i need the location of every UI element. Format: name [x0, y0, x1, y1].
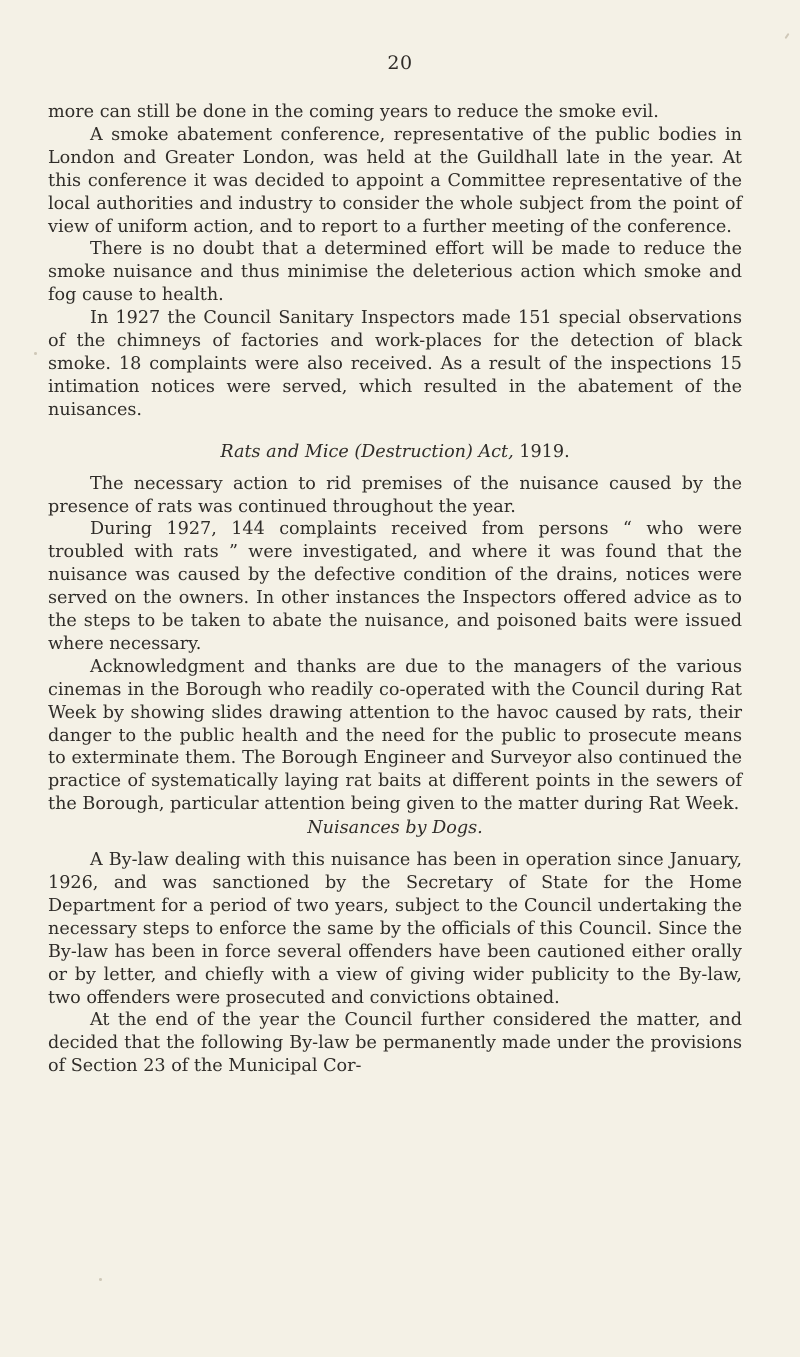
body-text	[48, 101, 742, 1078]
rats-complaints-paragraph: During 1927, 144 complaints received from persons “ who were troubled with rats ” were investigated, and where it was found that the nuisance was caused by the defective condition of the drains, notices were served on the owners. In other instances the Inspectors offered advice as to the steps to be taken to abate the nuisance, and poisoned baits were issued where necessary.	[48, 519, 742, 654]
smoke-nuisance-paragraph: There is no doubt that a determined effort will be made to reduce the smoke nuisance and thus minimise the deleterious action which smoke and fog cause to health.	[48, 239, 742, 306]
paper-speck	[784, 33, 789, 39]
paper-speck	[99, 1278, 102, 1281]
dogs-bylaw-paragraph: A By-law dealing with this nuisance has been in operation since January, 1926, and was sanctioned by the Secretary of State for the Home Department for a period of two years, subject to the Council undertaking the necessary steps to enforce the same by the officials of this Council. Since the By-law has been in force several offenders have been cautioned either orally or by letter, and chiefly with a view of giving wider publicity to the By-law, two offenders were prosecuted and convictions obtained.	[48, 850, 742, 1008]
rats-acknowledgment-paragraph: Acknowledgment and thanks are due to the managers of the various cinemas in the Borough who readily co-operated with the Council during Rat Week by showing slides drawing attention to the havoc caused by rats, their danger to the public health and the need for the public to prosecute means to exterminate them. The Borough Engineer and Surveyor also continued the practice of systematically laying rat baits at different points in the sewers of the Borough, particular attention being given to the matter during Rat Week.	[48, 656, 742, 815]
dogs-decision-paragraph: At the end of the year the Council further considered the matter, and decided that the following By-law be permanently made under the provisions of Section 23 of the Municipal Cor-	[48, 1010, 742, 1077]
rats-section-heading	[48, 441, 742, 464]
smoke-conference-paragraph: A smoke abatement conference, representative of the public bodies in London and Greater London, was held at the Guildhall late in the year. At this conference it was decided to appoint a Committee representative of the local authorities and industry to consider the whole subject from the point of view of uniform action, and to report to a further meeting of the conference.	[48, 124, 742, 237]
rats-heading-title: Rats and Mice (Destruction) Act,	[220, 441, 514, 462]
rats-heading-year: 1919.	[519, 441, 570, 462]
smoke-paragraph-continued: more can still be done in the coming years to reduce the smoke evil.	[48, 102, 659, 122]
smoke-observations-paragraph: In 1927 the Council Sanitary Inspectors made 151 special observations of the chimneys of factories and work-places for the detection of black smoke. 18 complaints were also received. As a result of the inspections 15 intimation notices were served, which resulted in the abatement of the nuisances.	[48, 308, 742, 420]
dogs-section-heading: Nuisances by Dogs.	[307, 818, 483, 839]
page-number: 20	[387, 52, 413, 74]
paper-speck	[34, 352, 37, 355]
rats-action-paragraph: The necessary action to rid premises of the nuisance caused by the presence of rats was continued throughout the year.	[48, 473, 742, 517]
